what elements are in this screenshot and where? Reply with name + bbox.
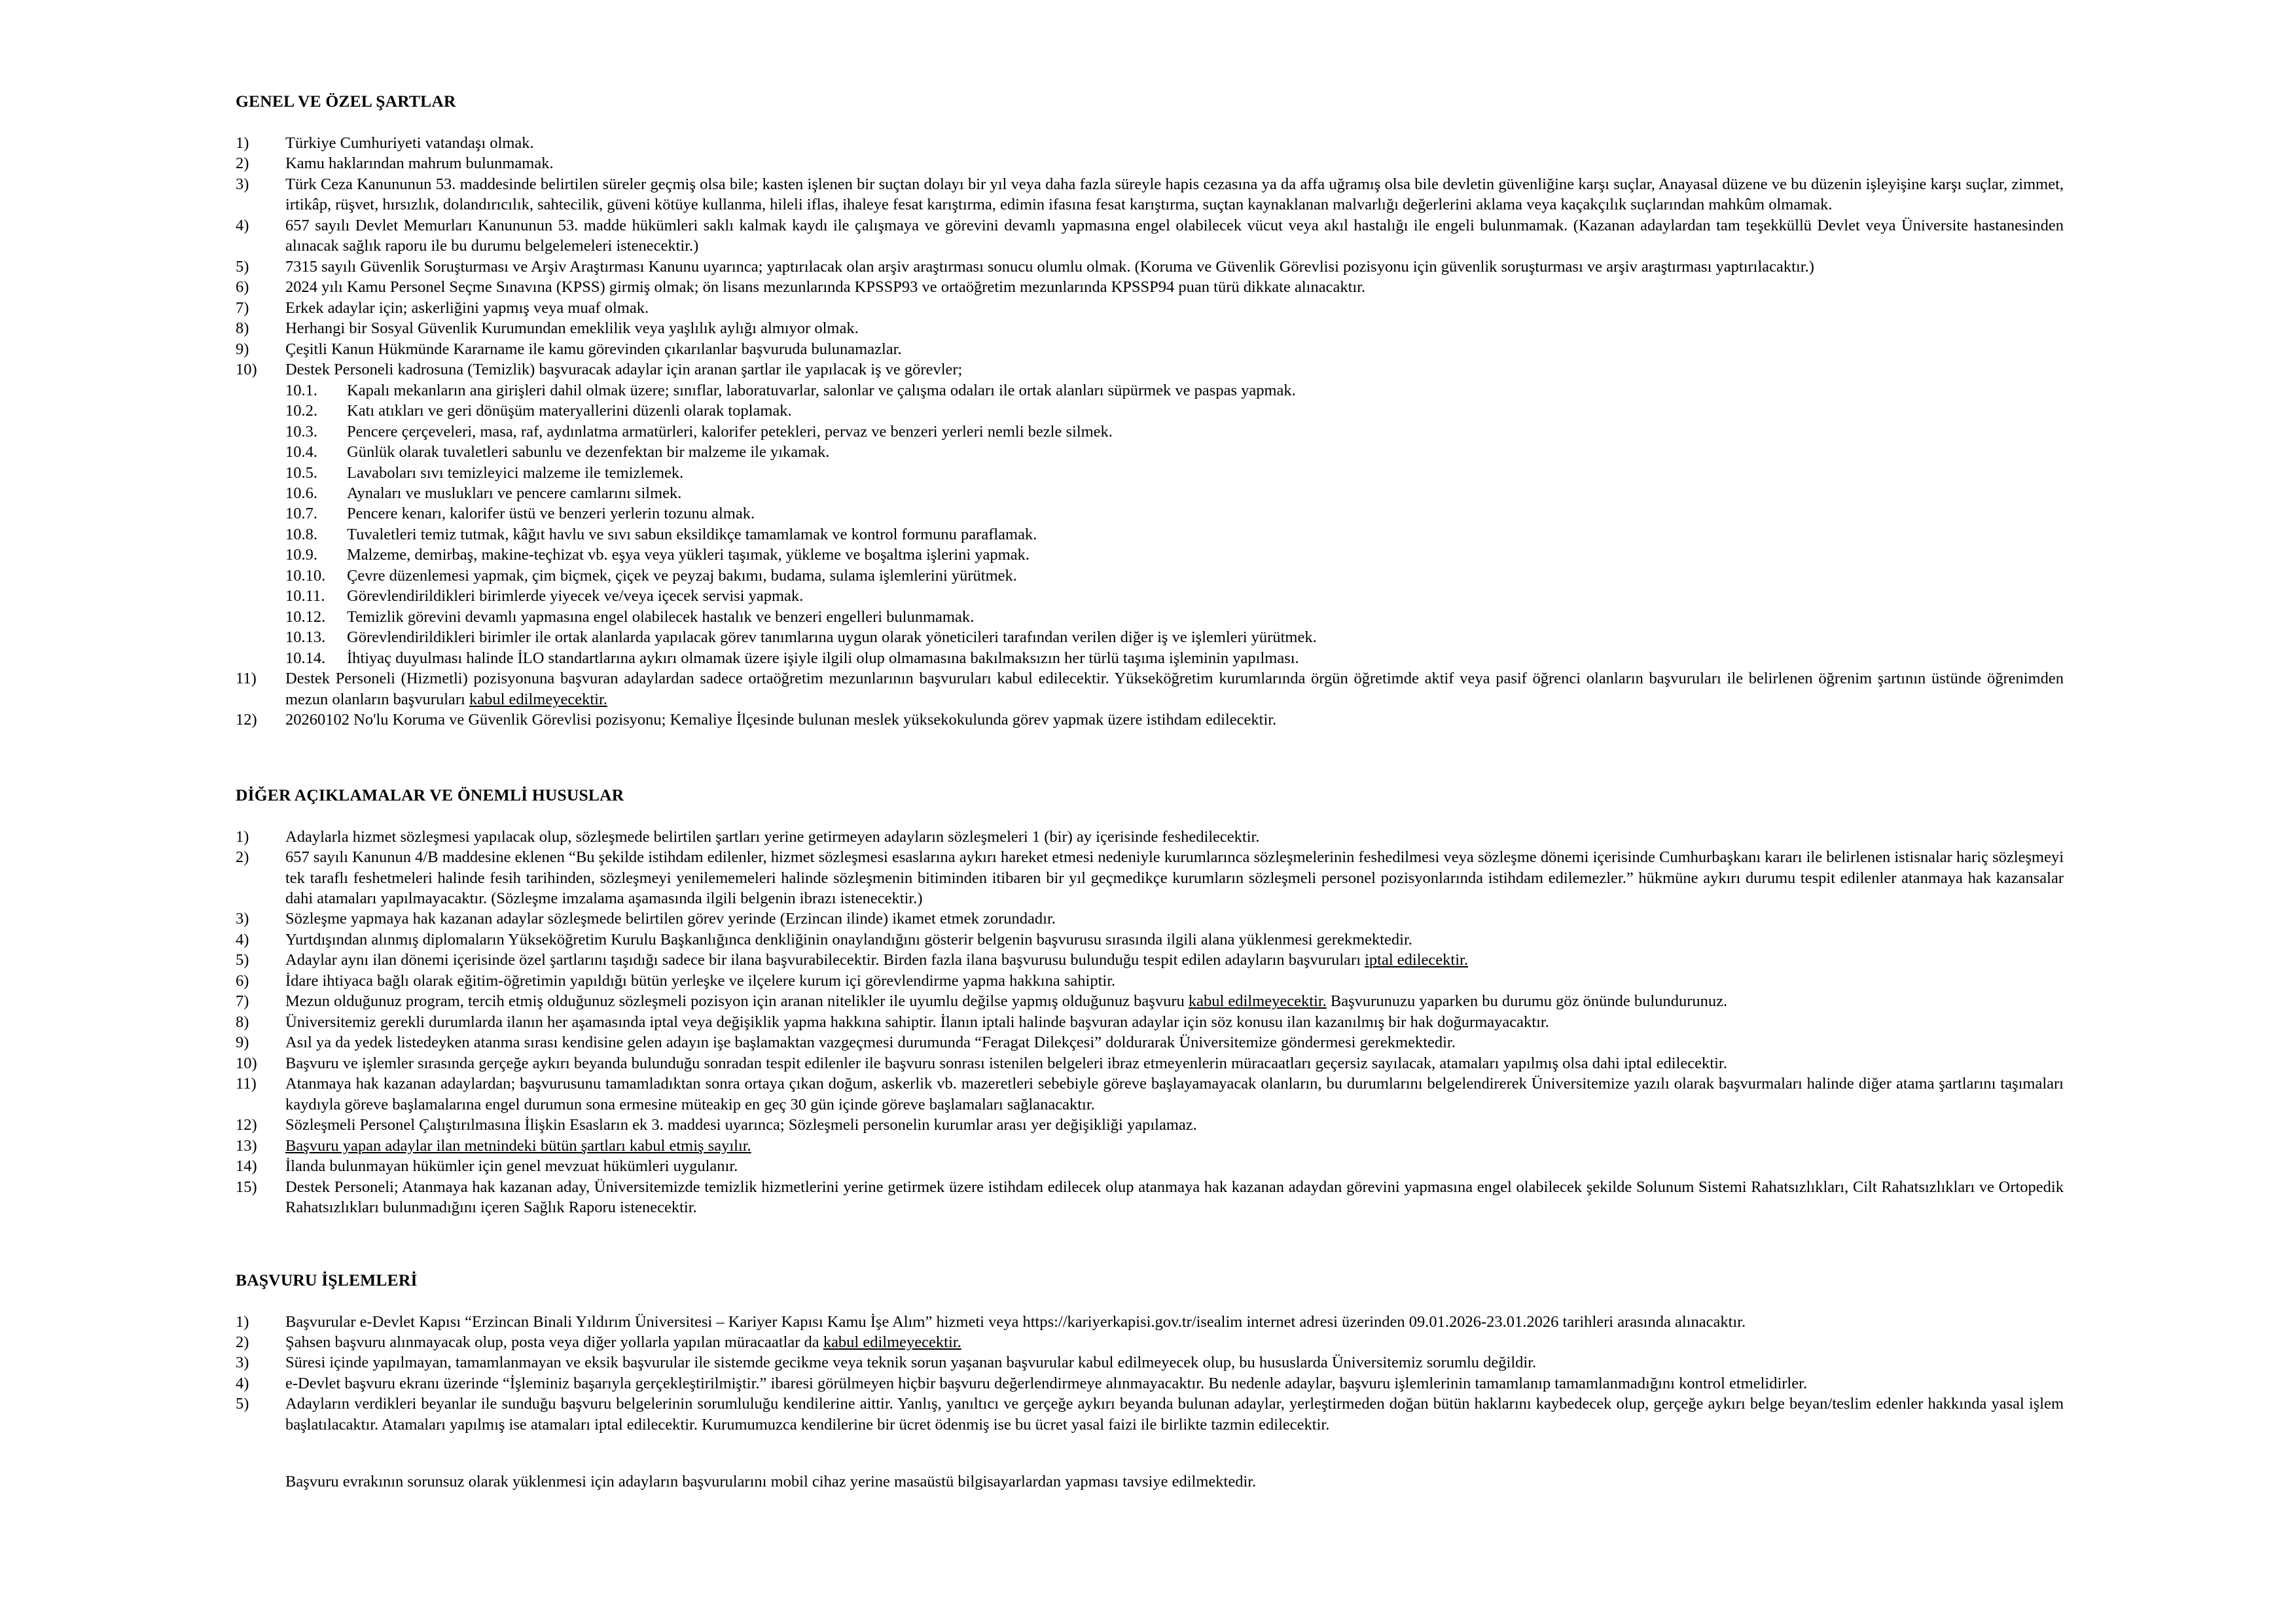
list-text: Sözleşme yapmaya hak kazanan adaylar sözleşmede belirtilen görev yerinde (Erzincan ilinde) ikamet etmek zorundadır. [285,910,1056,928]
sublist-item [285,483,2064,503]
list-text: e-Devlet başvuru ekranı üzerinde “İşleminiz başarıyla gerçekleştirilmiştir.” ibaresi görülmeyen hiçbir başvuru değerlendirmeye alınmayacaktır. Bu nedenle adaylar, başvuru işlemlerinin tamamlanıp tamamlanmadığını kontrol etmelidirler. [285,1374,1808,1392]
list-item [236,277,2064,297]
list-text: Destek Personeli; Atanmaya hak kazanan aday, Üniversitemizde temizlik hizmetlerini yerine getirmek üzere istihdam edilecek olup atanmaya hak kazanan adaydan görevini yapmasına engel olabilecek şekilde Solunum Sistemi Rahatsızlıkları, Cilt Rahatsızlıkları ve Ortopedik Rahatsızlıkları bulunmadığını içeren Sağlık Raporu istenecektir. [285,1178,2064,1217]
list-text: 7315 sayılı Güvenlik Soruşturması ve Arşiv Araştırması Kanunu uyarınca; yaptırılacak olan arşiv araştırması sonucu olumlu olmak. (Koruma ve Güvenlik Görevlisi pozisyonu için güvenlik soruşturması ve arşiv araştırması yaptırılacaktır.) [285,257,1814,276]
sublist-marker: 10.7. [285,505,317,523]
underlined-text: iptal edilecektir. [1365,951,1468,969]
list-text: Sözleşmeli Personel Çalıştırılmasına İlişkin Esasların ek 3. maddesi uyarınca; Sözleşmeli personelin kurumlar arası yer değişikliği yapılamaz. [285,1116,1197,1134]
list-item [236,1074,2064,1115]
sublist-text: Pencere kenarı, kalorifer üstü ve benzeri yerlerin tozunu almak. [347,505,755,523]
sublist-text: Görevlendirildikleri birimlerde yiyecek ve/veya içecek servisi yapmak. [347,587,804,605]
underlined-text: kabul edilmeyecektir. [469,690,607,708]
underlined-text: kabul edilmeyecektir. [1188,992,1327,1011]
list-item [236,1373,2064,1394]
list-marker: 8) [236,1013,249,1031]
list-text: Atanmaya hak kazanan adaylardan; başvurusunu tamamladıktan sonra ortaya çıkan doğum, askerlik vb. mazeretleri sebebiyle göreve başlayamayacak olanların, bu durumlarını belgelendirerek Üniversitemize yazılı olarak başvurmaları halinde diğer atama şartlarını taşımaları kaydıyla göreve başlamalarına engel durumun sona ermesine müteakip en geç 30 gün içinde göreve başlamaları sağlanacaktır. [285,1075,2064,1113]
sublist-marker: 10.2. [285,402,317,420]
list-text: 20260102 No'lu Koruma ve Güvenlik Görevlisi pozisyonu; Kemaliye İlçesinde bulunan meslek yüksekokulunda görev yapmak üzere istihdam edilecektir. [285,711,1277,729]
list-marker: 1) [236,134,249,152]
sublist-marker: 10.9. [285,546,317,564]
list-marker: 1) [236,1312,249,1331]
list-marker: 4) [236,216,249,234]
list-text: 657 sayılı Kanunun 4/B maddesine eklenen “Bu şekilde istihdam edilenler, hizmet sözleşmesi esaslarına aykırı hareket etmesi nedeniyle kurumlarınca sözleşmelerinin feshedilmesi veya sözleşme dönemi içerisinde Cumhurbaşkanı kararı ile belirlenen istisnalar hariç sözleşmeyi tek taraflı feshetmeleri halinde fesih tarihinden, sözleşmeyi yenilememeleri halinde sözleşmenin bitiminden itibaren bir yıl geçmedikçe kurumların sözleşmeli personel pozisyonlarında istihdam edilemezler.” hükmüne aykırı durumu tespit edilenler atanmaya hak kazansalar dahi atamaları yapılmayacaktır. (Sözleşme imzalama aşamasında ilgili belgenin ibrazı istenecektir.) [285,848,2064,907]
list-item [236,298,2064,318]
sublist-text: Tuvaletleri temiz tutmak, kâğıt havlu ve sıvı sabun eksildikçe tamamlamak ve kontrol formunu paraflamak. [347,525,1037,543]
sublist-item [285,545,2064,565]
list-marker: 9) [236,1034,249,1052]
list-item [236,174,2064,215]
sublist-text: Günlük olarak tuvaletleri sabunlu ve dezenfektan bir malzeme ile yıkamak. [347,443,830,461]
list-item [236,1312,2064,1332]
sublist-item [285,607,2064,627]
list-text: Adayların verdikleri beyanlar ile sunduğu başvuru belgelerinin sorumluluğu kendilerine aittir. Yanlış, yanıltıcı ve gerçeğe aykırı beyanda bulunan adaylar, yerleştirmeden doğan bütün haklarını kaybedecek olup, gerçeğe aykırı belge beyan/teslim edenler hakkında yasal işlem başlatılacaktır. Atamaları yapılmış ise atamaları iptal edilecektir. Kurumumuzca kendilerine bir ücret ödenmiş ise bu ücret yasal faizi ile birlikte tazmin edilecektir. [285,1395,2064,1434]
sublist-text: Kapalı mekanların ana girişleri dahil olmak üzere; sınıflar, laboratuvarlar, salonlar ve çalışma odaları ile ortak alanları süpürmek ve paspas yapmak. [347,381,1296,399]
sublist-item [285,586,2064,606]
sublist-text: Pencere çerçeveleri, masa, raf, aydınlatma armatürleri, kalorifer petekleri, pervaz ve benzeri yerleri nemli bezle silmek. [347,422,1113,441]
sublist-item [285,422,2064,442]
list-text [285,668,2064,710]
list-marker: 7) [236,298,249,317]
sublist-text: Katı atıkları ve geri dönüşüm materyallerini düzenli olarak toplamak. [347,402,792,420]
list-item [236,1115,2064,1135]
list-text: Türkiye Cumhuriyeti vatandaşı olmak. [285,134,534,152]
list-marker: 6) [236,278,249,297]
list-item [236,153,2064,173]
list-marker: 9) [236,340,249,358]
sublist-marker: 10.8. [285,525,317,543]
list-text: Türk Ceza Kanununun 53. maddesinde belirtilen süreler geçmiş olsa bile; kasten işlenen bir suçtan dolayı bir yıl veya daha fazla süreyle hapis cezasına ya da affa uğramış olsa bile devletin güvenliğine karşı suçlar, Anayasal düzene ve bu düzenin işleyişine karşı suçlar, zimmet, irtikâp, rüşvet, hırsızlık, dolandırıcılık, sahtecilik, güveni kötüye kullanma, hileli iflas, ihaleye fesat karıştırma, edimin ifasına fesat karıştırma, suçtan kaynaklanan malvarlığı değerlerini aklama veya kaçakçılık suçlarından mahkûm olmamak. [285,175,2064,214]
list-item [236,668,2064,710]
sublist-text: Lavaboları sıvı temizleyici malzeme ile temizlemek. [347,463,684,482]
sublist-item [285,401,2064,421]
sublist-destek-personeli-gorevler [285,380,2064,669]
list-marker: 10) [236,361,257,379]
list-text: Adaylarla hizmet sözleşmesi yapılacak olup, sözleşmede belirtilen şartları yerine getirmeyen adayların sözleşmeleri 1 (bir) ay içerisinde feshedilecektir. [285,827,1260,846]
list-item [236,847,2064,909]
list-marker: 13) [236,1136,257,1155]
list-marker: 15) [236,1178,257,1196]
sublist-item [285,442,2064,462]
sublist-item [285,524,2064,545]
list-item [236,991,2064,1011]
sublist-text: İhtiyaç duyulması halinde İLO standartlarına aykırı olmamak üzere işiyle ilgili olup olmamasına bakılmaksızın her türlü taşıma işleminin yapılması. [347,649,1299,667]
sublist-marker: 10.14. [285,649,326,667]
list-item [236,133,2064,153]
list-basvuru-islemleri [236,1312,2064,1435]
list-text: 2024 yılı Kamu Personel Seçme Sınavına (KPSS) girmiş olmak; ön lisans mezunlarında KPSSP93 ve ortaöğretim mezunlarında KPSSP94 puan türü dikkate alınacaktır. [285,278,1366,297]
sublist-marker: 10.10. [285,566,326,585]
list-item [236,1136,2064,1156]
list-marker: 5) [236,1395,249,1413]
sublist-marker: 10.1. [285,381,317,399]
list-text: Yurtdışından alınmış diplomaların Yükseköğretim Kurulu Başkanlığınca denkliğinin onaylandığını gösterir belgenin başvurusu sırasında ilgili alana yüklenmesi gerekmektedir. [285,930,1412,948]
list-text: Başvuru yapan adaylar ilan metnindeki bütün şartları kabul etmiş sayılır. [285,1136,751,1155]
list-marker: 3) [236,175,249,193]
list-text: Üniversitemiz gerekli durumlarda ilanın her aşamasında iptal veya değişiklik yapma hakkına sahiptir. İlanın iptali halinde başvuran adaylar için söz konusu ilan kazanılmış bir hak doğurmayacaktır. [285,1013,1549,1031]
text-after: Başvurunuzu yaparken bu durumu göz önünde bulundurunuz. [1326,992,1728,1011]
sublist-text: Görevlendirildikleri birimler ile ortak alanlarda yapılacak görev tanımlarına uygun olarak yöneticileri tarafından verilen diğer iş ve işlemleri yürütmek. [347,628,1317,647]
list-marker: 2) [236,154,249,173]
list-marker: 6) [236,971,249,990]
section-title-diger-aciklamalar: DİĞER AÇIKLAMALAR VE ÖNEMLİ HUSUSLAR [236,785,624,804]
sublist-text: Malzeme, demirbaş, makine-teçhizat vb. eşya veya yükleri taşımak, yükleme ve boşaltma işlerini yapmak. [347,546,1030,564]
list-genel-ve-ozel-sartlar [236,133,2064,731]
list-item [236,1156,2064,1176]
list-item [236,1053,2064,1074]
list-text: 657 sayılı Devlet Memurları Kanununun 53. madde hükümleri saklı kalmak kaydı ile çalışmaya ve görevini devamlı yapmasına engel olabilecek vücut veya akıl hastalığı ile engeli bulunmamak. (Kazanan adaylardan tam teşekküllü Devlet veya Üniversite hastanesinden alınacak sağlık raporu ile bu durumu belgelemeleri istenecektir.) [285,216,2064,255]
list-marker: 4) [236,1374,249,1392]
list-marker: 7) [236,992,249,1011]
list-marker: 11) [236,1075,257,1093]
section-title-basvuru-islemleri: BAŞVURU İŞLEMLERİ [236,1270,418,1290]
list-text [285,991,2064,1011]
list-marker: 4) [236,930,249,948]
list-text: Süresi içinde yapılmayan, tamamlanmayan ve eksik başvurular ile sistemde gecikme veya teknik sorun yaşanan başvurular kabul edilmeyecek olup, bu hususlarda Üniversitemiz sorumlu değildir. [285,1354,1537,1372]
sublist-marker: 10.4. [285,443,317,461]
list-marker: 11) [236,670,257,688]
sublist-marker: 10.11. [285,587,325,605]
sublist-text: Çevre düzenlemesi yapmak, çim biçmek, çiçek ve peyzaj bakımı, budama, sulama işlemlerini yürütmek. [347,566,1017,585]
sublist-marker: 10.5. [285,463,317,482]
list-marker: 2) [236,1333,249,1351]
list-text: İdare ihtiyaca bağlı olarak eğitim-öğretimin yapıldığı bütün yerleşke ve ilçelere kurum içi görevlendirme yapma hakkına sahiptir. [285,971,1116,990]
list-item [236,1012,2064,1032]
list-item [236,257,2064,277]
list-item [236,339,2064,359]
text-before: Mezun olduğunuz program, tercih etmiş olduğunuz sözleşmeli pozisyon için aranan nitelikler ile uyumlu değilse yapmış olduğunuz başvuru [285,992,1189,1011]
list-marker: 2) [236,848,249,867]
list-text: Destek Personeli kadrosuna (Temizlik) başvuracak adaylar için aranan şartlar ile yapılacak iş ve görevler; [285,361,963,379]
sublist-marker: 10.13. [285,628,326,647]
list-marker: 5) [236,257,249,276]
list-marker: 10) [236,1054,257,1072]
list-marker: 3) [236,910,249,928]
section-title-genel-ve-ozel-sartlar: GENEL VE ÖZEL ŞARTLAR [236,92,456,111]
text-before: Adaylar aynı ilan dönemi içerisinde özel şartlarını taşıdığı sadece bir ilana başvurabilecektir. Birden fazla ilana başvurusu bulunduğu tespit edilen adayların başvuruları [285,951,1365,969]
list-item [236,1352,2064,1373]
sublist-marker: 10.6. [285,484,317,502]
list-item [236,1394,2064,1435]
list-marker: 3) [236,1354,249,1372]
sublist-marker: 10.12. [285,607,326,626]
list-text [285,950,2064,970]
sublist-item [285,463,2064,483]
list-marker: 14) [236,1157,257,1176]
sublist-item [285,627,2064,647]
list-marker: 12) [236,1116,257,1134]
list-item [236,971,2064,991]
list-marker: 1) [236,827,249,846]
sublist-item [285,648,2064,668]
list-item [236,1177,2064,1218]
list-item [236,1032,2064,1053]
sublist-item [285,503,2064,524]
list-text: Çeşitli Kanun Hükmünde Kararname ile kamu görevinden çıkarılanlar başvuruda bulunamazlar. [285,340,902,358]
list-text: Erkek adaylar için; askerliğini yapmış veya muaf olmak. [285,298,649,317]
list-marker: 5) [236,951,249,969]
list-text [285,1332,2064,1352]
list-item [236,318,2064,338]
list-text: Asıl ya da yedek listedeyken atanma sırası kendisine gelen adayın işe başlamaktan vazgeçmesi durumunda “Feragat Dilekçesi” doldurarak Üniversitemize göndermesi gerekmektedir. [285,1034,1456,1052]
list-text: Herhangi bir Sosyal Güvenlik Kurumundan emeklilik veya yaşlılık aylığı almıyor olmak. [285,319,859,338]
underlined-text: kabul edilmeyecektir. [823,1333,961,1351]
list-diger-aciklamalar [236,827,2064,1218]
list-text: Başvuru ve işlemler sırasında gerçeğe aykırı beyanda bulunduğu sonradan tespit edilenler ile başvuru sonrası istenilen belgeleri ibraz etmeyenlerin müracaatları geçersiz sayılacak, atamaları yapılmış olsa dahi iptal edilecektir. [285,1054,1727,1072]
list-marker: 8) [236,319,249,338]
list-item [236,827,2064,847]
list-text: Başvurular e-Devlet Kapısı “Erzincan Binali Yıldırım Üniversitesi – Kariyer Kapısı Kamu İşe Alım” hizmeti veya https://kariyerkapisi.gov.tr/isealim internet adresi üzerinden 09.01.2026-23.01.2026 tarihleri arasında alınacaktır. [285,1312,1746,1331]
sublist-item [285,380,2064,401]
sublist-text: Aynaları ve muslukları ve pencere camlarını silmek. [347,484,682,502]
sublist-marker: 10.3. [285,422,317,441]
sublist-text: Temizlik görevini devamlı yapmasına engel olabilecek hastalık ve benzeri engelleri bulunmamak. [347,607,975,626]
sublist-item [285,566,2064,586]
list-item [236,909,2064,929]
list-item [236,710,2064,730]
text-before: Destek Personeli (Hizmetli) pozisyonuna başvuran adaylardan sadece ortaöğretim mezunlarının başvuruları kabul edilecektir. Yükseköğretim kurumlarında örgün öğretimde aktif veya pasif öğrenci olanların başvuruları ile belirlenen öğrenim şartının üstünde öğrenimden mezun olanların başvuruları [285,670,2064,708]
list-item [236,215,2064,257]
list-item [236,1332,2064,1352]
list-marker: 12) [236,711,257,729]
text-before: Şahsen başvuru alınmayacak olup, posta veya diğer yollarla yapılan müracaatlar da [285,1333,823,1351]
list-text: Kamu haklarından mahrum bulunmamak. [285,154,554,173]
list-item [236,929,2064,950]
list-item [236,950,2064,970]
closing-note: Başvuru evrakının sorunsuz olarak yüklenmesi için adayların başvurularını mobil cihaz yerine masaüstü bilgisayarlardan yapması tavsiye edilmektedir. [285,1473,1257,1491]
list-item [236,359,2064,668]
list-text: İlanda bulunmayan hükümler için genel mevzuat hükümleri uygulanır. [285,1157,738,1176]
